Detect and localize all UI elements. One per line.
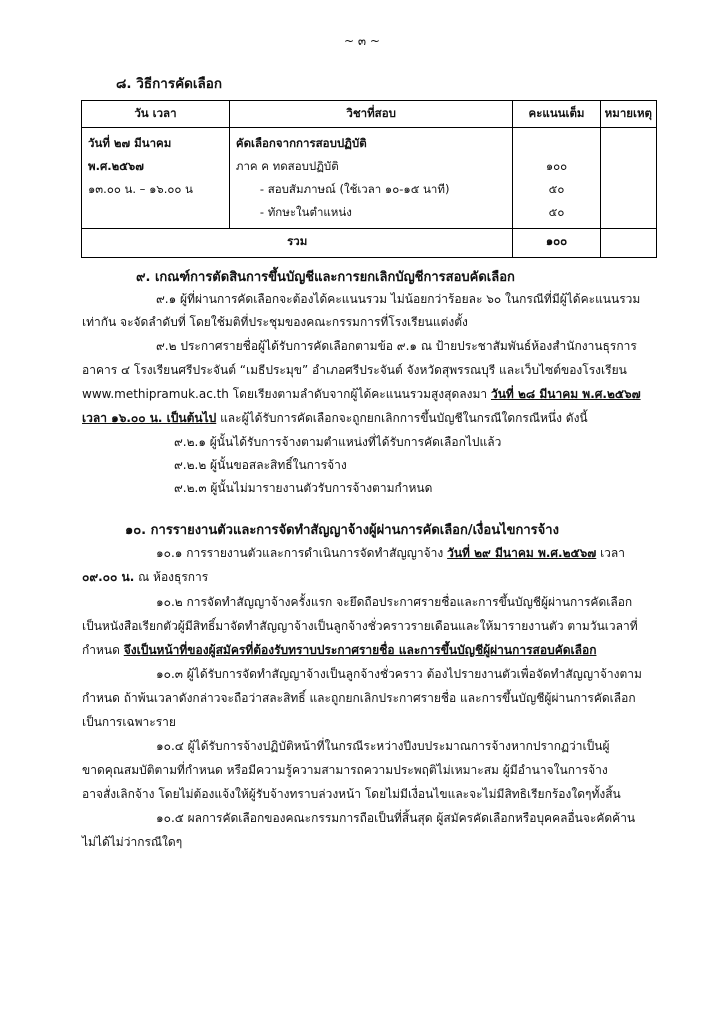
section-10-heading: ๑๐. การรายงานตัวและการจัดทำสัญญาจ้างผู้ผ่านการคัดเลือก/เงื่อนไขการจ้าง — [125, 523, 559, 538]
table-header-row — [82, 101, 657, 128]
para-10-2-line-1: ๑๐.๒ การจัดทำสัญญาจ้างครั้งแรก จะยึดถือประกาศรายชื่อและการขึ้นบัญชีผู้ผ่านการคัดเลือก — [156, 595, 633, 609]
report-place: ณ ห้องธุรการ — [134, 570, 209, 584]
report-time-label: เวลา — [596, 546, 625, 560]
para-9-1-line-1: ๙.๑ ผู้ที่ผ่านการคัดเลือกจะต้องได้คะแนนรวม ไม่น้อยกว่าร้อยละ ๖๐ ในกรณีที่มีผู้ได้คะแนนรวม — [156, 292, 641, 306]
subject-part: ภาค ค ทดสอบปฏิบัติ — [235, 159, 339, 173]
table-total-row — [82, 229, 657, 258]
section-8-heading: ๘. วิธีการคัดเลือก — [116, 76, 223, 92]
website-text: www.methipramuk.ac.th โดยเรียงตามลำดับจากผู้ได้คะแนนรวมสูงสุดลงมา — [82, 387, 488, 401]
score-blank — [519, 132, 593, 155]
header-remarks: หมายเหตุ — [600, 101, 656, 128]
para-9-2-line-3 — [82, 385, 641, 404]
cell-scores — [513, 128, 600, 229]
para-10-5-line-2: ไม่ได้ไม่ว่ากรณีใดๆ — [82, 835, 183, 849]
subject-interview: - สอบสัมภาษณ์ (ใช้เวลา ๑๐-๑๕ นาที) — [259, 182, 450, 196]
table-row — [82, 128, 657, 229]
report-text: ๑๐.๑ การรายงานตัวและการดำเนินการจัดทำสัญญาจ้าง — [156, 546, 448, 560]
para-10-4-line-3: อาจสั่งเลิกจ้าง โดยไม่ต้องแจ้งให้ผู้รับจ้างทราบล่วงหน้า โดยไม่มีเงื่อนไขและจะไม่มีสิทธิเรียกร้องใดๆทั้งสิ้น — [82, 787, 621, 801]
report-date: วันที่ ๒๙ มีนาคม พ.ศ.๒๕๖๗ — [447, 546, 597, 560]
total-label: รวม — [82, 229, 513, 258]
header-full-score: คะแนนเต็ม — [513, 101, 600, 128]
cell-date-time — [82, 128, 230, 229]
score-skill: ๕๐ — [548, 205, 565, 219]
exam-year: พ.ศ.๒๕๖๗ — [88, 159, 144, 173]
header-date-time: วัน เวลา — [82, 101, 230, 128]
cell-subjects — [229, 128, 513, 229]
header-subject: วิชาที่สอบ — [229, 101, 513, 128]
para-10-2-line-3 — [82, 641, 596, 660]
subject-title: คัดเลือกจากการสอบปฏิบัติ — [235, 136, 367, 150]
para-10-1-line-2 — [82, 568, 208, 587]
total-remarks — [600, 229, 656, 258]
section-9-heading: ๙. เกณฑ์การตัดสินการขึ้นบัญชีและการยกเลิกบัญชีการสอบคัดเลือก — [136, 270, 515, 285]
announce-date: วันที่ ๒๘ มีนาคม พ.ศ.๒๕๖๗ — [490, 387, 641, 401]
para-10-3-line-3: เป็นการเฉพาะราย — [82, 715, 176, 729]
subject-skill: - ทักษะในตำแหน่ง — [259, 205, 352, 219]
cell-remarks — [600, 128, 656, 229]
applicant-duty-note: จึงเป็นหน้าที่ของผู้สมัครที่ต้องรับทราบประกาศรายชื่อ และการขึ้นบัญชีผู้ผ่านการสอบคัดเลือก — [123, 643, 597, 657]
list-item: ๙.๒.๓ ผู้นั้นไม่มารายงานตัวรับการจ้างตามกำหนด — [174, 481, 433, 495]
announce-time: เวลา ๑๖.๐๐ น. เป็นต้นไป — [82, 411, 217, 425]
exam-schedule-table — [81, 100, 657, 258]
cancel-conditions-text: และผู้ได้รับการคัดเลือกจะถูกยกเลิกการขึ้นบัญชีในกรณีใดกรณีหนึ่ง ดังนี้ — [216, 411, 588, 425]
report-time: ๐๙.๐๐ น. — [82, 570, 135, 584]
total-score: ๑๐๐ — [513, 229, 600, 258]
para-10-3-line-1: ๑๐.๓ ผู้ได้รับการจัดทำสัญญาจ้างเป็นลูกจ้างชั่วคราว ต้องไปรายงานตัวเพื่อจัดทำสัญญาจ้างตาม — [156, 667, 642, 681]
page-number: ~ ๓ ~ — [344, 34, 380, 48]
para-10-2-line-2: เป็นหนังสือเรียกตัวผู้มีสิทธิ์มาจัดทำสัญญาจ้างเป็นลูกจ้างชั่วคราวรายเดือนและให้มารายงานตัว ตามวันเวลาที่ — [82, 619, 638, 633]
para-10-4-line-1: ๑๐.๔ ผู้ได้รับการจ้างปฏิบัติหน้าที่ในกรณีระหว่างปีงบประมาณการจ้างหากปรากฏว่าเป็นผู้ — [156, 739, 610, 753]
para-10-3-line-2: กำหนด ถ้าพ้นเวลาดังกล่าวจะถือว่าสละสิทธิ์ และถูกยกเลิกประกาศรายชื่อ และการขึ้นบัญชีผู้ผ่านการคัดเลือก — [82, 691, 636, 705]
score-part: ๑๐๐ — [545, 159, 568, 173]
exam-time: ๑๓.๐๐ น. – ๑๖.๐๐ น — [88, 182, 193, 196]
para-9-2-line-2: อาคาร ๔ โรงเรียนศรีประจันต์ “เมธีประมุข” อำเภอศรีประจันต์ จังหวัดสุพรรณบุรี และเว็บไซต์ของโรงเรียน — [82, 363, 627, 377]
para-10-4-line-2: ขาดคุณสมบัติตามที่กำหนด หรือมีความรู้ความสามารถความประพฤติไม่เหมาะสม ผู้มีอำนาจในการจ้าง — [82, 763, 608, 777]
list-item: ๙.๒.๑ ผู้นั้นได้รับการจ้างตามตำแหน่งที่ได้รับการคัดเลือกไปแล้ว — [174, 435, 502, 449]
para-9-1-line-2: เท่ากัน จะจัดลำดับที่ โดยใช้มติที่ประชุมของคณะกรรมการที่โรงเรียนแต่งตั้ง — [82, 315, 468, 329]
score-interview: ๕๐ — [548, 182, 565, 196]
para-9-2-line-1: ๙.๒ ประกาศรายชื่อผู้ได้รับการคัดเลือกตามข้อ ๙.๑ ณ ป้ายประชาสัมพันธ์ห้องสำนักงานธุรการ — [156, 339, 637, 353]
para-9-2-line-4 — [82, 409, 588, 428]
para-10-5-line-1: ๑๐.๕ ผลการคัดเลือกของคณะกรรมการถือเป็นที่สิ้นสุด ผู้สมัครคัดเลือกหรือบุคคลอื่นจะคัดค้าน — [156, 811, 636, 825]
para-10-1-line-1 — [156, 544, 625, 563]
list-item: ๙.๒.๒ ผู้นั้นขอสละสิทธิ์ในการจ้าง — [174, 458, 347, 472]
exam-date: วันที่ ๒๗ มีนาคม — [88, 136, 172, 150]
deadline-text: กำหนด — [82, 643, 124, 657]
